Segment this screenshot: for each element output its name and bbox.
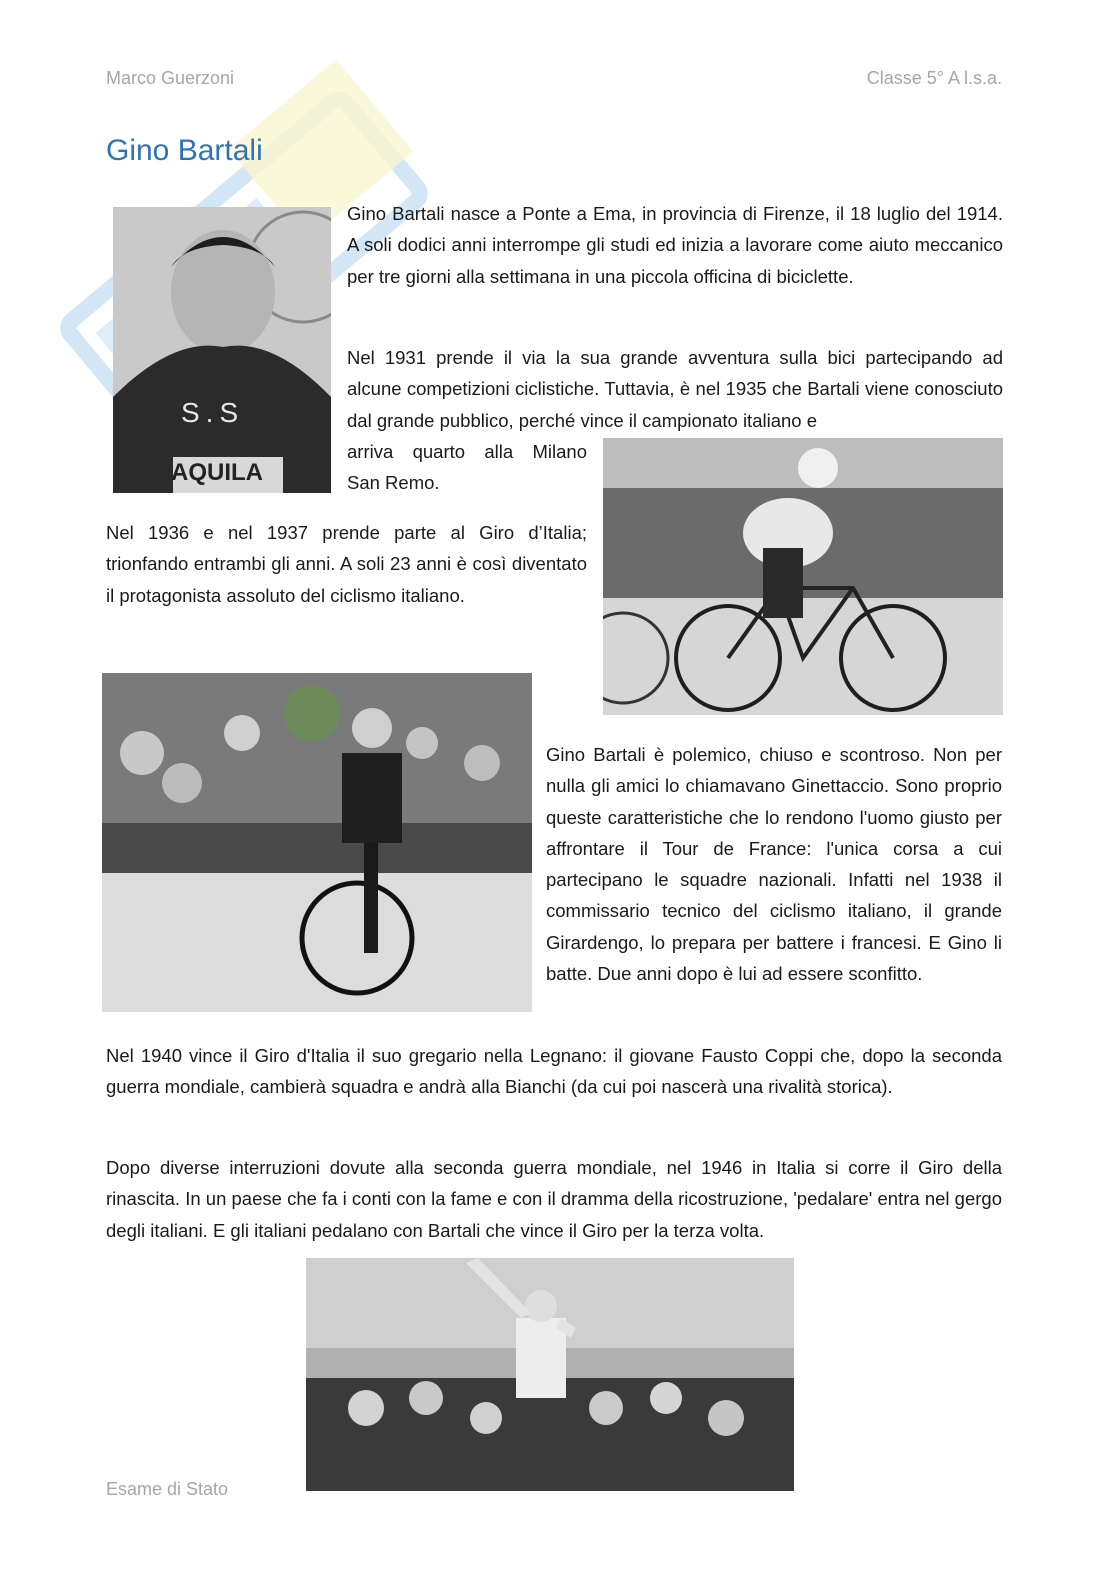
jersey-text-aquila: AQUILA: [171, 459, 263, 486]
header-class: Classe 5° A l.s.a.: [866, 68, 1002, 88]
jersey-text-ss: S.S: [181, 397, 245, 428]
footer-exam: Esame di Stato: [106, 1479, 229, 1499]
paragraph-1940: Nel 1940 vince il Giro d'Italia il suo gregario nella Legnano: il giovane Fausto Coppi che, dopo la seconda guerra mondiale, cambierà squadra e andrà alla Bianchi (da cui poi nascerà una rivalità storica).: [106, 1045, 1002, 1098]
page-title: Gino Bartali: [106, 134, 263, 167]
paragraph-1946: Dopo diverse interruzioni dovute alla seconda guerra mondiale, nel 1946 in Italia si corre il Giro della rinascita. In un paese che fa i conti con la fame e con il dramma della ricostruzione, 'pedalare' entra nel gergo degli italiani. E gli italiani pedalano con Bartali che vince il Giro per la terza volta.: [106, 1157, 1002, 1241]
paragraph-birth: Gino Bartali nasce a Ponte a Ema, in provincia di Firenze, il 18 luglio del 1914. A soli dodici anni interrompe gli studi ed inizia a lavorare come aiuto meccanico per tre giorni alla settimana in una piccola officina di biciclette.: [347, 203, 1003, 287]
paragraph-giro-1936: Nel 1936 e nel 1937 prende parte al Giro d’Italia; trionfando entrambi gli anni. A soli 23 anni è così diventato il protagonista assoluto del ciclismo italiano.: [106, 522, 587, 606]
paragraph-1931: Nel 1931 prende il via la sua grande avventura sulla bici partecipando ad alcune competizioni ciclistiche. Tuttavia, è nel 1935 che Bartali viene conosciuto dal grande pubblico, perché vince il campionato italiano e: [347, 347, 1003, 431]
celebration-crowd-photo: [306, 1258, 794, 1491]
paragraph-1931-end-line2: San Remo.: [347, 472, 440, 493]
cycling-photo: [603, 438, 1003, 715]
victory-flowers-photo: [102, 673, 532, 1012]
header-author: Marco Guerzoni: [106, 68, 235, 88]
paragraph-1931-end-line1: arriva quarto alla Milano: [347, 441, 587, 462]
portrait-photo: [113, 207, 331, 493]
paragraph-tour-de-france: Gino Bartali è polemico, chiuso e scontroso. Non per nulla gli amici lo chiamavano Ginettaccio. Sono proprio queste caratteristiche che lo rendono l'uomo giusto per affrontare il Tour de France: l'unica corsa a cui partecipano le squadre nazionali. Infatti nel 1938 il commissario tecnico del ciclismo italiano, il grande Girardengo, lo prepara per battere i francesi. E Gino li batte. Due anni dopo è lui ad essere sconfitto.: [546, 744, 1002, 985]
